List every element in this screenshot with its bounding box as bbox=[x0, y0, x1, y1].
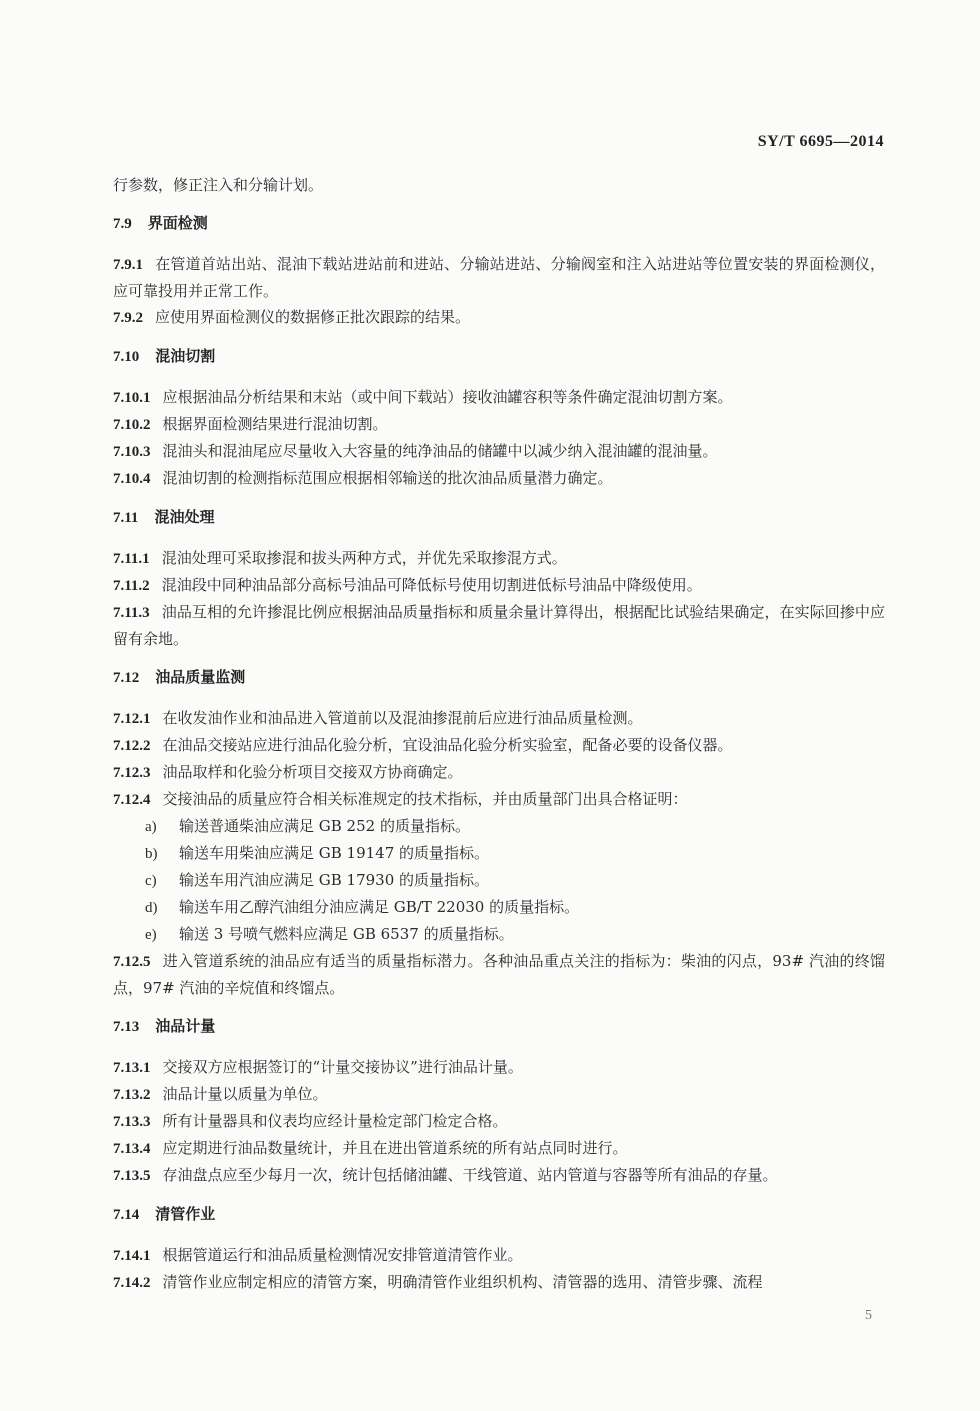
clause-text: 混油切割的检测指标范围应根据相邻输送的批次油品质量潜力确定。 bbox=[162, 469, 613, 487]
clause-number: 7.14.1 bbox=[113, 1248, 151, 1264]
list-item-text: 输送车用汽油应满足 GB 17930 的质量指标。 bbox=[179, 871, 490, 889]
list-marker: a) bbox=[145, 819, 157, 835]
clause-number: 7.9.2 bbox=[113, 310, 143, 326]
clause-number: 7.12.1 bbox=[113, 711, 151, 727]
clause-text: 油品计量以质量为单位。 bbox=[162, 1085, 328, 1103]
clause bbox=[113, 948, 885, 1001]
clause-text: 混油处理可采取掺混和拔头两种方式，并优先采取掺混方式。 bbox=[161, 549, 567, 567]
clause bbox=[113, 411, 885, 438]
clause bbox=[113, 304, 885, 331]
section-heading bbox=[113, 504, 885, 531]
clause-number: 7.10.2 bbox=[113, 417, 151, 433]
clause-number: 7.13.1 bbox=[113, 1060, 151, 1076]
section-heading bbox=[113, 1201, 885, 1228]
clause-number: 7.12.2 bbox=[113, 738, 151, 754]
clause-number: 7.11.1 bbox=[113, 551, 150, 567]
list-item bbox=[113, 867, 885, 894]
section-title: 界面检测 bbox=[147, 214, 208, 232]
list-item bbox=[113, 894, 885, 921]
clause-number: 7.10.3 bbox=[113, 444, 151, 460]
clause bbox=[113, 599, 885, 652]
clause bbox=[113, 1054, 885, 1081]
clause bbox=[113, 705, 885, 732]
clause-text: 应定期进行油品数量统计，并且在进出管道系统的所有站点同时进行。 bbox=[162, 1139, 628, 1157]
section-heading bbox=[113, 664, 885, 691]
list-marker: e) bbox=[145, 927, 157, 943]
list-marker: d) bbox=[145, 900, 158, 916]
clause-text: 交接油品的质量应符合相关标准规定的技术指标，并由质量部门出具合格证明： bbox=[162, 790, 688, 808]
clause-text: 进入管道系统的油品应有适当的质量指标潜力。各种油品重点关注的指标为：柴油的闪点，93# 汽油的终馏点，97# 汽油的辛烷值和终馏点。 bbox=[113, 952, 885, 997]
list-item-text: 输送 3 号喷气燃料应满足 GB 6537 的质量指标。 bbox=[179, 925, 514, 943]
list-item-text: 输送车用柴油应满足 GB 19147 的质量指标。 bbox=[179, 844, 490, 862]
section-number: 7.14 bbox=[113, 1207, 140, 1223]
clause bbox=[113, 384, 885, 411]
list-item bbox=[113, 813, 885, 840]
clause-text: 所有计量器具和仪表均应经计量检定部门检定合格。 bbox=[162, 1112, 508, 1130]
paragraph-continuation: 行参数，修正注入和分输计划。 bbox=[113, 176, 324, 194]
document-code: SY/T 6695—2014 bbox=[757, 133, 884, 150]
clause-text: 应根据油品分析结果和末站（或中间下载站）接收油罐容积等条件确定混油切割方案。 bbox=[162, 388, 733, 406]
list-marker: b) bbox=[145, 846, 158, 862]
list-marker: c) bbox=[145, 873, 157, 889]
section-title: 油品质量监测 bbox=[155, 668, 246, 686]
clause-text: 油品互相的允许掺混比例应根据油品质量指标和质量余量计算得出，根据配比试验结果确定，在实际回掺中应留有余地。 bbox=[113, 603, 885, 648]
clause-text: 油品取样和化验分析项目交接双方协商确定。 bbox=[162, 763, 463, 781]
clause-number: 7.9.1 bbox=[113, 257, 143, 273]
clause-text: 存油盘点应至少每月一次，统计包括储油罐、干线管道、站内管道与容器等所有油品的存量。 bbox=[162, 1166, 778, 1184]
clause-text: 根据管道运行和油品质量检测情况安排管道清管作业。 bbox=[162, 1246, 523, 1264]
clause bbox=[113, 1242, 885, 1269]
section-number: 7.10 bbox=[113, 349, 140, 365]
clause-text: 交接双方应根据签订的“计量交接协议”进行油品计量。 bbox=[162, 1058, 523, 1076]
clause-text: 在油品交接站应进行油品化验分析，宜设油品化验分析实验室，配备必要的设备仪器。 bbox=[162, 736, 733, 754]
list-item-text: 输送普通柴油应满足 GB 252 的质量指标。 bbox=[179, 817, 470, 835]
clause-number: 7.13.5 bbox=[113, 1168, 151, 1184]
clause-number: 7.10.4 bbox=[113, 471, 151, 487]
clause bbox=[113, 732, 885, 759]
section-title: 清管作业 bbox=[155, 1205, 216, 1223]
clause-number: 7.10.1 bbox=[113, 390, 151, 406]
clause-text: 在管道首站出站、混油下载站进站前和进站、分输站进站、分输阀室和注入站进站等位置安装的界面检测仪，应可靠投用并正常工作。 bbox=[113, 255, 885, 300]
section-heading bbox=[113, 343, 885, 370]
clause-number: 7.12.5 bbox=[113, 954, 151, 970]
section-heading bbox=[113, 210, 885, 237]
section-number: 7.11 bbox=[113, 510, 139, 526]
clause-text: 在收发油作业和油品进入管道前以及混油掺混前后应进行油品质量检测。 bbox=[162, 709, 643, 727]
clause bbox=[113, 1135, 885, 1162]
section-heading bbox=[113, 1013, 885, 1040]
clause bbox=[113, 759, 885, 786]
section-title: 混油处理 bbox=[154, 508, 215, 526]
clause-text: 根据界面检测结果进行混油切割。 bbox=[162, 415, 388, 433]
clause-number: 7.13.3 bbox=[113, 1114, 151, 1130]
section-number: 7.13 bbox=[113, 1019, 140, 1035]
clause-number: 7.11.3 bbox=[113, 605, 150, 621]
clause bbox=[113, 251, 885, 304]
clause bbox=[113, 572, 885, 599]
clause-text: 混油段中同种油品部分高标号油品可降低标号使用切割进低标号油品中降级使用。 bbox=[161, 576, 702, 594]
clause-number: 7.12.3 bbox=[113, 765, 151, 781]
clause bbox=[113, 1269, 885, 1296]
clause-text: 应使用界面检测仪的数据修正批次跟踪的结果。 bbox=[155, 308, 471, 326]
clause-number: 7.12.4 bbox=[113, 792, 151, 808]
document-body bbox=[113, 172, 885, 1296]
clause-number: 7.13.2 bbox=[113, 1087, 151, 1103]
clause bbox=[113, 1081, 885, 1108]
list-item bbox=[113, 840, 885, 867]
clause-text: 混油头和混油尾应尽量收入大容量的纯净油品的储罐中以减少纳入混油罐的混油量。 bbox=[162, 442, 718, 460]
clause-number: 7.11.2 bbox=[113, 578, 150, 594]
clause bbox=[113, 786, 885, 813]
clause-text: 清管作业应制定相应的清管方案，明确清管作业组织机构、清管器的选用、清管步骤、流程 bbox=[162, 1273, 763, 1291]
clause-number: 7.13.4 bbox=[113, 1141, 151, 1157]
list-item-text: 输送车用乙醇汽油组分油应满足 GB/T 22030 的质量指标。 bbox=[179, 898, 580, 916]
section-number: 7.9 bbox=[113, 216, 132, 232]
clause bbox=[113, 438, 885, 465]
clause bbox=[113, 1108, 885, 1135]
clause bbox=[113, 545, 885, 572]
list-item bbox=[113, 921, 885, 948]
page-number: 5 bbox=[865, 1308, 872, 1323]
section-number: 7.12 bbox=[113, 670, 140, 686]
clause bbox=[113, 465, 885, 492]
clause bbox=[113, 1162, 885, 1189]
section-title: 混油切割 bbox=[155, 347, 216, 365]
section-title: 油品计量 bbox=[155, 1017, 216, 1035]
clause-number: 7.14.2 bbox=[113, 1275, 151, 1291]
